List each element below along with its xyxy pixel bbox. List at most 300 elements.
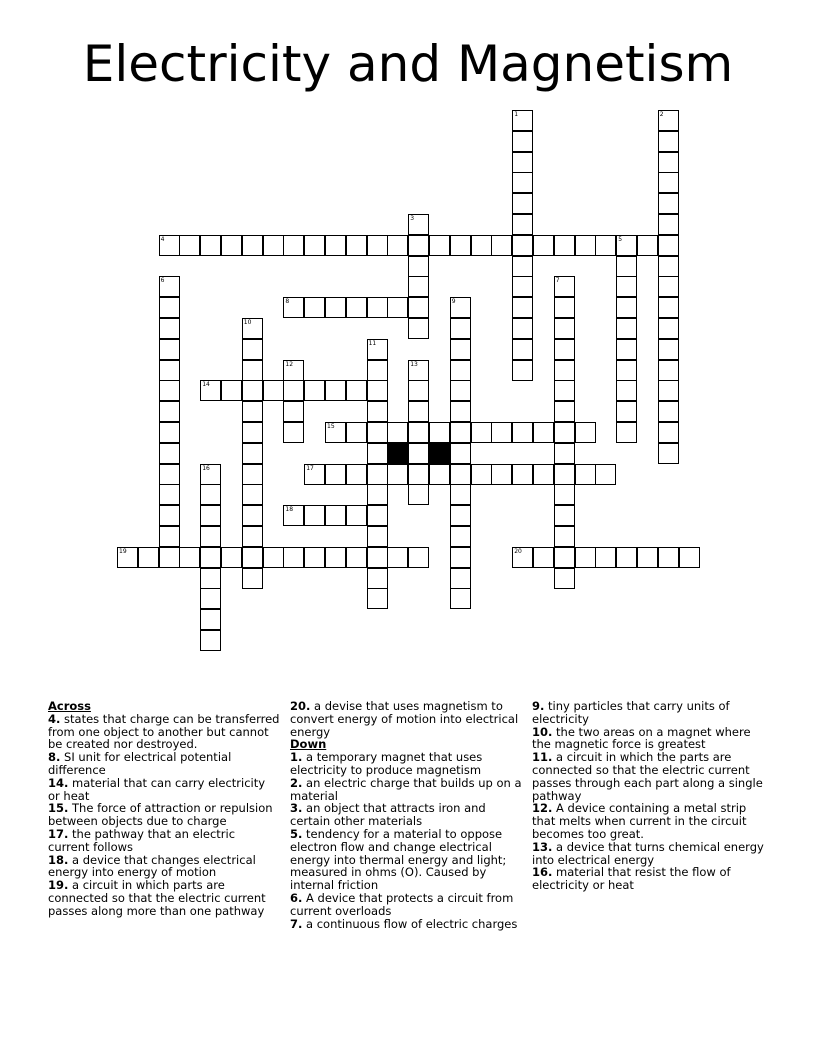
clue-number: 11: [368, 339, 377, 347]
grid-cell[interactable]: [616, 360, 637, 381]
clue-number-label: 5.: [290, 826, 303, 841]
grid-cell[interactable]: [616, 339, 637, 360]
down-clue: [290, 892, 522, 918]
clue-number-label: 1.: [290, 750, 303, 765]
grid-cell[interactable]: [575, 422, 596, 443]
clue-number-label: 3.: [290, 801, 303, 816]
grid-cell[interactable]: [283, 547, 304, 568]
grid-cell[interactable]: [554, 464, 575, 485]
puzzle-title: Electricity and Magnetism: [82, 35, 734, 93]
down-clue: [532, 866, 764, 892]
grid-cell[interactable]: [367, 297, 388, 318]
clue-column-3: [532, 700, 764, 892]
grid-cell[interactable]: [200, 380, 221, 401]
grid-cell[interactable]: [512, 214, 533, 235]
grid-cell[interactable]: [159, 235, 180, 256]
grid-cell[interactable]: [159, 276, 180, 297]
grid-cell[interactable]: [554, 360, 575, 381]
grid-cell[interactable]: [200, 235, 221, 256]
grid-cell[interactable]: [533, 547, 554, 568]
grid-cell[interactable]: [658, 256, 679, 277]
grid-cell[interactable]: [346, 235, 367, 256]
grid-cell[interactable]: [554, 505, 575, 526]
grid-cell[interactable]: [346, 422, 367, 443]
clue-number-label: 17.: [48, 826, 69, 841]
clue-text: A device containing a metal strip that melts when current in the circuit becomes too great.: [532, 801, 747, 841]
grid-cell[interactable]: [242, 547, 263, 568]
grid-cell[interactable]: [367, 360, 388, 381]
grid-cell[interactable]: [450, 339, 471, 360]
grid-cell[interactable]: [367, 422, 388, 443]
grid-cell[interactable]: [159, 464, 180, 485]
grid-cell[interactable]: [533, 422, 554, 443]
grid-cell[interactable]: [242, 380, 263, 401]
grid-cell[interactable]: [450, 443, 471, 464]
down-clue: [532, 802, 764, 840]
grid-cell[interactable]: [159, 505, 180, 526]
grid-cell[interactable]: [512, 193, 533, 214]
grid-cell[interactable]: [637, 235, 658, 256]
grid-cell[interactable]: [304, 505, 325, 526]
clue-text: a circuit in which the parts are connected so that the electric current passes through each part along a single pathway: [532, 750, 763, 803]
clue-number: 14: [202, 381, 210, 389]
clue-number: 19: [119, 547, 127, 555]
grid-cell[interactable]: [242, 235, 263, 256]
clue-column-1: [48, 700, 280, 918]
grid-cell[interactable]: [450, 568, 471, 589]
grid-cell[interactable]: [221, 547, 242, 568]
clue-number-label: 12.: [532, 801, 553, 816]
down-clue: [532, 700, 764, 726]
grid-cell[interactable]: [242, 443, 263, 464]
clue-number: 5: [618, 235, 623, 243]
grid-cell[interactable]: [658, 235, 679, 256]
grid-cell[interactable]: [387, 422, 408, 443]
clue-text: material that can carry electricity or heat: [48, 775, 266, 803]
grid-cell[interactable]: [159, 339, 180, 360]
grid-cell[interactable]: [658, 276, 679, 297]
grid-cell[interactable]: [283, 297, 304, 318]
down-clue: [532, 751, 764, 802]
clue-number-label: 7.: [290, 916, 303, 931]
grid-cell[interactable]: [471, 464, 492, 485]
grid-cell[interactable]: [242, 464, 263, 485]
grid-cell[interactable]: [408, 360, 429, 381]
clue-text: the pathway that an electric current follows: [48, 826, 236, 854]
clue-number-label: 2.: [290, 775, 303, 790]
grid-cell[interactable]: [200, 464, 221, 485]
grid-cell[interactable]: [512, 297, 533, 318]
clue-text: a circuit in which parts are connected so that the electric current passes along more than one pathway: [48, 878, 266, 918]
grid-cell[interactable]: [159, 360, 180, 381]
grid-cell[interactable]: [491, 235, 512, 256]
grid-cell[interactable]: [367, 401, 388, 422]
grid-cell[interactable]: [159, 526, 180, 547]
clue-number-label: 18.: [48, 852, 69, 867]
grid-cell[interactable]: [325, 235, 346, 256]
clue-number: 8: [285, 298, 290, 306]
grid-cell[interactable]: [512, 172, 533, 193]
grid-cell[interactable]: [554, 484, 575, 505]
grid-cell[interactable]: [450, 526, 471, 547]
clue-text: a devise that uses magnetism to convert energy of motion into electrical energy: [290, 699, 519, 739]
clue-text: tiny particles that carry units of electricity: [532, 699, 730, 726]
grid-cell[interactable]: [658, 547, 679, 568]
grid-cell[interactable]: [117, 547, 138, 568]
grid-cell[interactable]: [658, 422, 679, 443]
clue-number: 10: [243, 319, 252, 326]
clue-number: 9: [451, 298, 456, 306]
grid-cell[interactable]: [283, 505, 304, 526]
grid-cell[interactable]: [471, 422, 492, 443]
grid-cell[interactable]: [179, 547, 200, 568]
grid-cell[interactable]: [554, 235, 575, 256]
clue-number-label: 9.: [532, 699, 545, 713]
grid-cell[interactable]: [512, 318, 533, 339]
grid-cell[interactable]: [450, 464, 471, 485]
grid-cell[interactable]: [242, 339, 263, 360]
grid-cell[interactable]: [283, 380, 304, 401]
grid-cell[interactable]: [387, 297, 408, 318]
clue-number: 13: [410, 360, 418, 368]
grid-cell[interactable]: [554, 318, 575, 339]
grid-cell[interactable]: [512, 131, 533, 152]
grid-cell[interactable]: [200, 630, 221, 651]
clue-number: 3: [410, 215, 415, 222]
clue-number: 16: [202, 464, 210, 472]
grid-cell[interactable]: [159, 380, 180, 401]
grid-cell[interactable]: [679, 547, 700, 568]
across-clue: [48, 751, 280, 777]
grid-cell[interactable]: [408, 484, 429, 505]
grid-cell[interactable]: [159, 547, 180, 568]
clue-number-label: 10.: [532, 724, 553, 739]
clue-text: the two areas on a magnet where the magnetic force is greatest: [532, 724, 751, 752]
grid-cell[interactable]: [242, 526, 263, 547]
grid-cell[interactable]: [325, 297, 346, 318]
clue-number-label: 8.: [48, 750, 61, 765]
across-clue: [48, 802, 280, 828]
grid-cell[interactable]: [616, 422, 637, 443]
grid-cell[interactable]: [346, 297, 367, 318]
grid-cell[interactable]: [658, 443, 679, 464]
grid-cell[interactable]: [658, 360, 679, 381]
grid-cell[interactable]: [200, 547, 221, 568]
clue-number: 17: [306, 464, 314, 472]
grid-cell[interactable]: [533, 464, 554, 485]
clue-text: an object that attracts iron and certain other materials: [290, 801, 486, 829]
grid-cell[interactable]: [450, 401, 471, 422]
grid-cell[interactable]: [367, 588, 388, 609]
grid-cell[interactable]: [595, 235, 616, 256]
clue-number: 20: [514, 547, 522, 555]
clue-number-label: 15.: [48, 801, 69, 816]
grid-cell[interactable]: [512, 276, 533, 297]
grid-cell[interactable]: [491, 422, 512, 443]
grid-cell[interactable]: [221, 380, 242, 401]
grid-cell[interactable]: [450, 380, 471, 401]
grid-cell[interactable]: [159, 401, 180, 422]
grid-cell[interactable]: [367, 443, 388, 464]
grid-cell[interactable]: [554, 339, 575, 360]
grid-cell[interactable]: [658, 172, 679, 193]
grid-cell[interactable]: [263, 547, 284, 568]
grid-cell[interactable]: [575, 547, 596, 568]
grid-cell[interactable]: [616, 318, 637, 339]
clue-number: 1: [514, 111, 519, 118]
grid-cell[interactable]: [304, 547, 325, 568]
grid-cell[interactable]: [304, 380, 325, 401]
grid-cell[interactable]: [346, 380, 367, 401]
grid-cell[interactable]: [554, 297, 575, 318]
grid-cell[interactable]: [408, 422, 429, 443]
grid-cell[interactable]: [408, 214, 429, 235]
down-clue: [290, 918, 522, 931]
grid-cell[interactable]: [325, 547, 346, 568]
grid-cell[interactable]: [450, 547, 471, 568]
clue-text: a device that turns chemical energy into electrical energy: [532, 839, 764, 867]
grid-cell[interactable]: [242, 568, 263, 589]
clue-number: 6: [160, 277, 165, 285]
grid-cell[interactable]: [367, 464, 388, 485]
grid-cell[interactable]: [471, 235, 492, 256]
grid-cell[interactable]: [367, 339, 388, 360]
grid-cell[interactable]: [554, 422, 575, 443]
clue-number: 12: [285, 360, 294, 368]
blocked-cell: [387, 443, 408, 464]
grid-cell[interactable]: [283, 401, 304, 422]
grid-cell[interactable]: [554, 276, 575, 297]
grid-cell[interactable]: [658, 131, 679, 152]
grid-cell[interactable]: [200, 484, 221, 505]
clue-number-label: 16.: [532, 865, 553, 880]
clue-number-label: 6.: [290, 890, 303, 905]
clue-text: SI unit for electrical potential difference: [48, 750, 232, 777]
grid-cell[interactable]: [367, 568, 388, 589]
grid-cell[interactable]: [408, 276, 429, 297]
grid-cell[interactable]: [450, 505, 471, 526]
grid-cell[interactable]: [242, 484, 263, 505]
grid-cell[interactable]: [429, 422, 450, 443]
clue-text: tendency for a material to oppose electron flow and change electrical energy into thermal energy and light; measured in ohms (O). Caused by internal friction: [290, 826, 507, 893]
grid-cell[interactable]: [408, 235, 429, 256]
clue-text: states that charge can be transferred from one object to another but cannot be created nor destroyed.: [48, 711, 280, 752]
grid-cell[interactable]: [616, 276, 637, 297]
across-clue: [48, 854, 280, 880]
grid-cell[interactable]: [367, 547, 388, 568]
grid-cell[interactable]: [658, 152, 679, 173]
grid-cell[interactable]: [387, 235, 408, 256]
grid-cell[interactable]: [554, 526, 575, 547]
grid-cell[interactable]: [450, 484, 471, 505]
grid-cell[interactable]: [242, 318, 263, 339]
grid-cell[interactable]: [325, 464, 346, 485]
grid-cell[interactable]: [554, 401, 575, 422]
grid-cell[interactable]: [512, 152, 533, 173]
grid-cell[interactable]: [408, 443, 429, 464]
grid-cell[interactable]: [367, 505, 388, 526]
clue-text: a device that changes electrical energy into energy of motion: [48, 852, 256, 880]
grid-cell[interactable]: [283, 235, 304, 256]
clue-text: a temporary magnet that uses electricity to produce magnetism: [290, 750, 483, 777]
grid-cell[interactable]: [450, 318, 471, 339]
grid-cell[interactable]: [512, 235, 533, 256]
grid-cell[interactable]: [658, 110, 679, 131]
grid-cell[interactable]: [242, 360, 263, 381]
grid-cell[interactable]: [200, 588, 221, 609]
across-clue: [290, 700, 522, 738]
grid-cell[interactable]: [200, 526, 221, 547]
grid-cell[interactable]: [575, 464, 596, 485]
clue-number: 7: [555, 277, 560, 285]
grid-cell[interactable]: [325, 380, 346, 401]
grid-cell[interactable]: [283, 360, 304, 381]
grid-cell[interactable]: [554, 380, 575, 401]
across-clue: [48, 713, 280, 751]
grid-cell[interactable]: [221, 235, 242, 256]
clue-number-label: 4.: [48, 711, 61, 726]
grid-cell[interactable]: [512, 547, 533, 568]
clue-number-label: 19.: [48, 878, 69, 893]
grid-cell[interactable]: [263, 380, 284, 401]
clue-text: a continuous flow of electric charges: [302, 916, 518, 931]
grid-cell[interactable]: [408, 256, 429, 277]
clue-column-2: [290, 700, 522, 930]
grid-cell[interactable]: [346, 547, 367, 568]
clue-number-label: 11.: [532, 750, 553, 765]
grid-cell[interactable]: [658, 339, 679, 360]
grid-cell[interactable]: [242, 401, 263, 422]
grid-cell[interactable]: [491, 464, 512, 485]
clue-number: 15: [327, 423, 335, 430]
blocked-cell: [429, 443, 450, 464]
grid-cell[interactable]: [575, 235, 596, 256]
down-heading: Down: [290, 737, 327, 752]
down-clue: [532, 726, 764, 752]
grid-cell[interactable]: [304, 235, 325, 256]
grid-cell[interactable]: [408, 464, 429, 485]
clue-text: A device that protects a circuit from current overloads: [290, 890, 514, 918]
clue-number: 4: [160, 235, 165, 243]
grid-cell[interactable]: [429, 464, 450, 485]
clue-number: 2: [659, 111, 664, 118]
grid-cell[interactable]: [658, 401, 679, 422]
grid-cell[interactable]: [159, 443, 180, 464]
grid-cell[interactable]: [387, 464, 408, 485]
grid-cell[interactable]: [658, 214, 679, 235]
grid-cell[interactable]: [367, 526, 388, 547]
grid-cell[interactable]: [512, 464, 533, 485]
grid-cell[interactable]: [512, 360, 533, 381]
across-clue: [48, 777, 280, 803]
grid-cell[interactable]: [616, 401, 637, 422]
grid-cell[interactable]: [616, 256, 637, 277]
grid-cell[interactable]: [325, 422, 346, 443]
grid-cell[interactable]: [159, 318, 180, 339]
grid-cell[interactable]: [283, 422, 304, 443]
grid-cell[interactable]: [200, 505, 221, 526]
down-clue: [532, 841, 764, 867]
down-clue: [290, 777, 522, 803]
across-clue: [48, 828, 280, 854]
grid-cell[interactable]: [533, 235, 554, 256]
grid-cell[interactable]: [595, 464, 616, 485]
grid-cell[interactable]: [159, 422, 180, 443]
grid-cell[interactable]: [554, 547, 575, 568]
grid-cell[interactable]: [346, 505, 367, 526]
crossword-grid: [117, 110, 697, 650]
grid-cell[interactable]: [512, 110, 533, 131]
grid-cell[interactable]: [304, 297, 325, 318]
grid-cell[interactable]: [408, 401, 429, 422]
grid-cell[interactable]: [554, 443, 575, 464]
grid-cell[interactable]: [263, 235, 284, 256]
grid-cell[interactable]: [138, 547, 159, 568]
grid-cell[interactable]: [450, 588, 471, 609]
grid-cell[interactable]: [200, 609, 221, 630]
grid-cell[interactable]: [429, 235, 450, 256]
grid-cell[interactable]: [450, 360, 471, 381]
grid-cell[interactable]: [616, 547, 637, 568]
grid-cell[interactable]: [450, 235, 471, 256]
grid-cell[interactable]: [159, 297, 180, 318]
grid-cell[interactable]: [200, 568, 221, 589]
grid-cell[interactable]: [367, 380, 388, 401]
grid-cell[interactable]: [304, 464, 325, 485]
grid-cell[interactable]: [367, 484, 388, 505]
grid-cell[interactable]: [159, 484, 180, 505]
grid-cell[interactable]: [408, 380, 429, 401]
clue-text: material that resist the flow of electricity or heat: [532, 865, 731, 893]
grid-cell[interactable]: [408, 297, 429, 318]
grid-cell[interactable]: [242, 422, 263, 443]
grid-cell[interactable]: [595, 547, 616, 568]
clue-number-label: 13.: [532, 839, 553, 854]
grid-cell[interactable]: [658, 318, 679, 339]
grid-cell[interactable]: [242, 505, 263, 526]
across-clue: [48, 879, 280, 917]
grid-cell[interactable]: [658, 297, 679, 318]
down-clue: [290, 802, 522, 828]
grid-cell[interactable]: [658, 193, 679, 214]
grid-cell[interactable]: [616, 380, 637, 401]
down-clue: [290, 828, 522, 892]
grid-cell[interactable]: [450, 422, 471, 443]
grid-cell[interactable]: [554, 568, 575, 589]
grid-cell[interactable]: [616, 297, 637, 318]
clue-number-label: 20.: [290, 699, 311, 713]
grid-cell[interactable]: [367, 235, 388, 256]
grid-cell[interactable]: [325, 505, 346, 526]
grid-cell[interactable]: [450, 297, 471, 318]
grid-cell[interactable]: [408, 318, 429, 339]
grid-cell[interactable]: [512, 339, 533, 360]
grid-cell[interactable]: [512, 256, 533, 277]
grid-cell[interactable]: [637, 547, 658, 568]
grid-cell[interactable]: [387, 547, 408, 568]
grid-cell[interactable]: [346, 464, 367, 485]
grid-cell[interactable]: [179, 235, 200, 256]
down-clue: [290, 751, 522, 777]
grid-cell[interactable]: [512, 422, 533, 443]
grid-cell[interactable]: [616, 235, 637, 256]
across-heading: Across: [48, 699, 91, 713]
clue-number-label: 14.: [48, 775, 69, 790]
clue-text: The force of attraction or repulsion between objects due to charge: [48, 801, 273, 829]
grid-cell[interactable]: [408, 547, 429, 568]
grid-cell[interactable]: [658, 380, 679, 401]
clue-number: 18: [285, 506, 294, 514]
